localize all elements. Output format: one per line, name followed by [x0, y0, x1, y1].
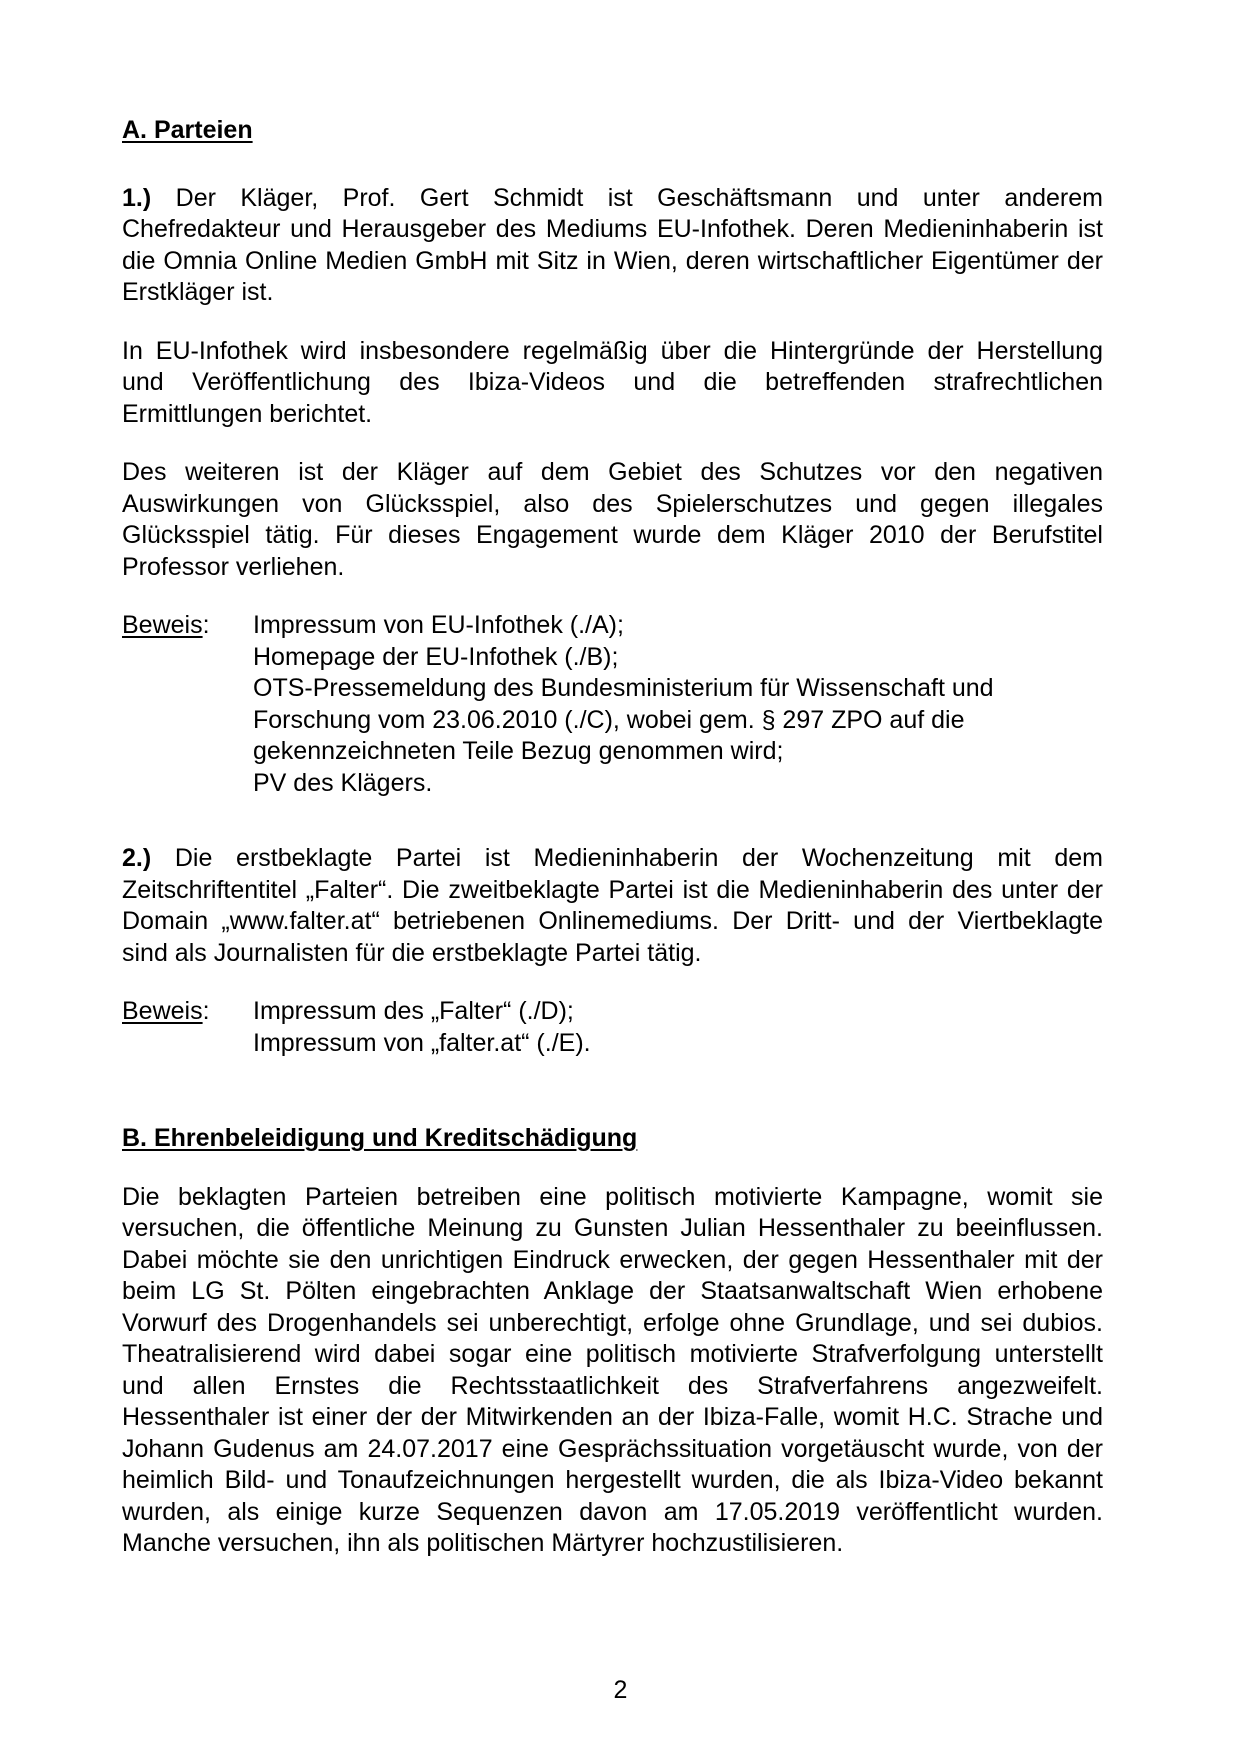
text-line: Erstkläger ist. — [122, 278, 274, 306]
text-line: Dabei möchte sie den unrichtigen Eindruck erwecken, der gegen Hessenthaler mit der — [122, 1245, 1103, 1274]
beweis-block-1 — [122, 610, 1103, 799]
text-line: Die beklagten Parteien betreiben eine politisch motivierte Kampagne, womit sie — [122, 1182, 1103, 1211]
beweis-label-colon: : — [202, 611, 210, 639]
text-line: Hessenthaler ist einer der der Mitwirkenden an der Ibiza-Falle, womit H.C. Strache und — [122, 1403, 1103, 1431]
text-line: In EU-Infothek wird insbesondere regelmäßig über die Hintergründe der Herstellung — [122, 336, 1103, 365]
text-line: Manche versuchen, ihn als politischen Märtyrer hochzustilisieren. — [122, 1529, 844, 1557]
text-line: wurden, als einige kurze Sequenzen davon am 17.05.2019 veröffentlicht wurden. — [122, 1497, 1103, 1526]
text-line: Glücksspiel tätig. Für dieses Engagement wurde dem Kläger 2010 der Berufstitel — [122, 521, 1103, 549]
document-body — [122, 115, 1103, 1587]
beweis-label-colon: : — [202, 997, 210, 1025]
text-line: Ermittlungen berichtet. — [122, 399, 373, 428]
beweis-block-2 — [122, 996, 1103, 1059]
paragraph-2 — [122, 336, 1103, 431]
beweis-item: OTS-Pressemeldung des Bundesministerium für Wissenschaft und Forschung vom 23.06.2010 (./C), wobei gem. § 297 ZPO auf die gekennzeichneten Teile Bezug genommen wird; — [253, 674, 994, 765]
beweis-item-list — [253, 610, 1103, 799]
text-line: und allen Ernstes die Rechtsstaatlichkeit des Strafverfahrens angezweifelt. — [122, 1371, 1103, 1400]
beweis-label-text: Beweis — [122, 611, 203, 639]
text-line: Auswirkungen von Glücksspiel, also des Spielerschutzes und gegen illegales — [122, 489, 1103, 518]
page-number: 2 — [613, 1676, 628, 1704]
numbered-item-lead: 1.) — [122, 183, 152, 212]
line-text: Der Kläger, Prof. Gert Schmidt ist Geschäftsmann und unter anderem — [175, 183, 1103, 212]
beweis-label — [122, 996, 210, 1028]
beweis-label — [122, 610, 210, 642]
section-a-heading: A. Parteien — [122, 116, 253, 144]
section-b-heading: B. Ehrenbeleidigung und Kreditschädigung — [122, 1124, 638, 1152]
text-line: sind als Journalisten für die erstbeklagte Partei tätig. — [122, 938, 702, 967]
paragraph-1 — [122, 183, 1103, 309]
text-line: heimlich Bild- und Tonaufzeichnungen hergestellt wurden, die als Ibiza-Video bekannt — [122, 1466, 1103, 1494]
text-line: Chefredakteur und Herausgeber des Mediums EU-Infothek. Deren Medieninhaberin ist — [122, 215, 1103, 243]
beweis-label-text: Beweis — [122, 997, 203, 1025]
text-line: und Veröffentlichung des Ibiza-Videos und die betreffenden strafrechtlichen — [122, 368, 1103, 396]
beweis-item: Homepage der EU-Infothek (./B); — [253, 642, 619, 671]
text-line: versuchen, die öffentliche Meinung zu Gunsten Julian Hessenthaler zu beeinflussen. — [122, 1214, 1103, 1242]
paragraph-3 — [122, 457, 1103, 583]
text-line: Des weiteren ist der Kläger auf dem Gebiet des Schutzes vor den negativen — [122, 458, 1103, 486]
paragraph-5 — [122, 1182, 1103, 1560]
text-line: Vorwurf des Drogenhandels sei unberechtigt, erfolge ohne Grundlage, und sei dubios. — [122, 1308, 1103, 1337]
text-line: beim LG St. Pölten eingebrachten Anklage der Staatsanwaltschaft Wien erhobene — [122, 1277, 1103, 1305]
text-line: Theatralisierend wird dabei sogar eine politisch motivierte Strafverfolgung unterstellt — [122, 1340, 1103, 1368]
line-text: Die erstbeklagte Partei ist Medieninhaberin der Wochenzeitung mit dem — [174, 844, 1103, 872]
beweis-item-list — [253, 996, 1103, 1059]
text-line: Professor verliehen. — [122, 552, 345, 581]
beweis-item: Impressum von „falter.at“ (./E). — [253, 1028, 591, 1057]
paragraph-4 — [122, 843, 1103, 969]
text-line — [122, 843, 1103, 875]
text-line: die Omnia Online Medien GmbH mit Sitz in Wien, deren wirtschaftlicher Eigentümer der — [122, 246, 1103, 275]
beweis-item: Impressum des „Falter“ (./D); — [253, 997, 574, 1025]
text-line: Domain „www.falter.at“ betriebenen Onlinemediums. Der Dritt- und der Viertbeklagte — [122, 907, 1103, 935]
text-line: Johann Gudenus am 24.07.2017 eine Gesprächssituation vorgetäuscht wurde, von der — [122, 1434, 1103, 1463]
text-line — [122, 183, 1103, 215]
beweis-item: Impressum von EU-Infothek (./A); — [253, 611, 624, 639]
numbered-item-lead: 2.) — [122, 844, 152, 872]
text-line: Zeitschriftentitel „Falter“. Die zweitbeklagte Partei ist die Medieninhaberin des unter der — [122, 875, 1103, 904]
beweis-item: PV des Klägers. — [253, 768, 433, 797]
